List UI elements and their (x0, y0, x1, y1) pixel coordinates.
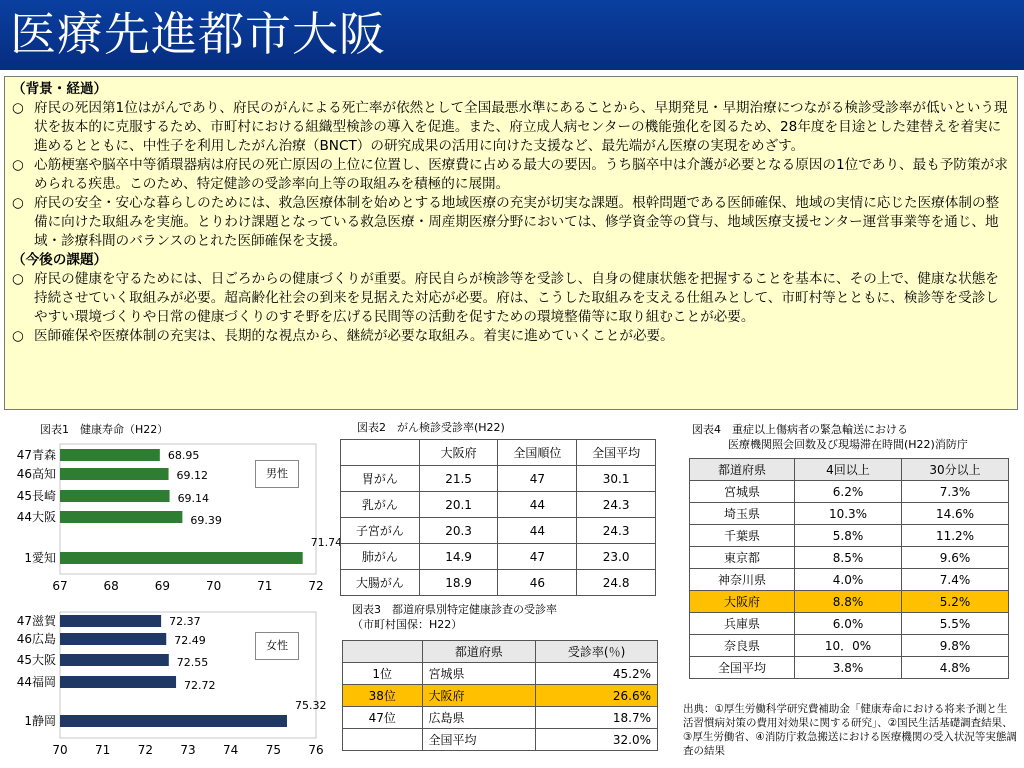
table-cell: 5.2% (902, 591, 1009, 613)
x-tick-label: 76 (308, 743, 324, 757)
data-label: 72.49 (174, 634, 206, 647)
emergency-transport-table (689, 458, 1009, 679)
table-cell: 24.8 (577, 570, 656, 596)
category-label: 47青森 (16, 448, 56, 462)
bar (60, 511, 182, 523)
table-cell: 32.0% (536, 729, 658, 751)
future-paragraph-2: ○ 医師確保や医療体制の充実は、長期的な視点から、継続が必要な取組み。着実に進めていくことが必要。 (12, 328, 674, 344)
table-cell: 宮城県 (690, 481, 795, 503)
table-cell: 肺がん (341, 544, 420, 570)
data-label: 71.74 (310, 536, 343, 549)
table-cell: 20.1 (419, 492, 498, 518)
table-cell: 全国平均 (690, 657, 795, 679)
x-tick-label: 71 (95, 743, 111, 757)
table-cell: 26.6% (536, 685, 658, 707)
future-issues-heading: （今後の課題） (12, 252, 108, 268)
category-label: 46高知 (16, 467, 56, 481)
bar (60, 715, 287, 727)
table-cell: 10．0% (795, 635, 902, 657)
category-label: 46広島 (16, 632, 56, 646)
bar (60, 633, 166, 645)
chart1-title: 図表1 健康寿命（H22） (40, 423, 169, 436)
bar (60, 468, 169, 480)
x-tick-label: 68 (103, 579, 119, 593)
data-label: 72.37 (169, 615, 201, 628)
table-header-cell: 全国平均 (577, 440, 656, 466)
x-tick-label: 70 (52, 743, 68, 757)
table-cell: 24.3 (577, 518, 656, 544)
table-cell: 11.2% (902, 525, 1009, 547)
table-header-row (690, 459, 1009, 481)
data-label: 75.32 (294, 699, 327, 712)
table-cell: 大阪府 (422, 685, 536, 707)
x-tick-label: 71 (257, 579, 273, 593)
table-cell: 1位 (343, 663, 423, 685)
table-row (343, 663, 658, 685)
table-row (341, 466, 656, 492)
table-header-cell: 全国順位 (498, 440, 577, 466)
table-cell: 47 (498, 544, 577, 570)
table-header-cell: 大阪府 (419, 440, 498, 466)
table-row (690, 613, 1009, 635)
x-tick-label: 75 (265, 743, 281, 757)
table-cell: 9.6% (902, 547, 1009, 569)
table-cell: 14.6% (902, 503, 1009, 525)
bar (60, 654, 169, 666)
table-row (341, 570, 656, 596)
table-cell: 胃がん (341, 466, 420, 492)
legend-male: 男性 (255, 460, 299, 488)
table-cell: 9.8% (902, 635, 1009, 657)
table-row (690, 591, 1009, 613)
cancer-screening-table (340, 439, 656, 596)
table-cell: 44 (498, 518, 577, 544)
chart-female-healthy-life (4, 606, 330, 762)
table-cell (343, 729, 423, 751)
table-cell: 47 (498, 466, 577, 492)
bar (60, 615, 161, 627)
table-row (690, 657, 1009, 679)
background-text (12, 80, 1012, 346)
table-cell: 20.3 (419, 518, 498, 544)
bullet-mark: ○ (12, 100, 24, 116)
table-cell: 8.5% (795, 547, 902, 569)
table-cell: 23.0 (577, 544, 656, 570)
category-label: 44福岡 (16, 675, 56, 689)
table-cell: 広島県 (422, 707, 536, 729)
table-cell: 乳がん (341, 492, 420, 518)
table-row (690, 503, 1009, 525)
table-header-row (341, 440, 656, 466)
table-cell: 兵庫県 (690, 613, 795, 635)
table-cell: 14.9 (419, 544, 498, 570)
data-label: 72.55 (176, 656, 209, 669)
table-cell: 神奈川県 (690, 569, 795, 591)
table-cell: 21.5 (419, 466, 498, 492)
table-cell: 45.2% (536, 663, 658, 685)
table2-caption: 図表2 がん検診受診率(H22) (357, 421, 505, 434)
data-label: 68.95 (167, 449, 200, 462)
table-header-cell: 30分以上 (902, 459, 1009, 481)
table-cell: 46 (498, 570, 577, 596)
table4-caption-line2: 医療機関照会回数及び現場滞在時間(H22)消防庁 (728, 438, 968, 451)
table-header-cell: 受診率(％) (536, 641, 658, 663)
table-header-cell: 4回以上 (795, 459, 902, 481)
table-cell: 8.8% (795, 591, 902, 613)
bar (60, 676, 176, 688)
bullet-mark: ○ (12, 271, 24, 287)
table-header-row (343, 641, 658, 663)
future-paragraph-1: ○ 府民の健康を守るためには、日ごろからの健康づくりが重要。府民自らが検診等を受診し、自身の健康状態を把握することを基本に、その上で、健康な状態を持続させていく取組みが必要。超高齢化社会の到来を見据えた対応が必要。府は、こうした取組みを支える仕組みとして、市町村等とともに、検診等を受診しやすい環境づくりや日常の健康づくりのすそ野を広げる民間等の活動を促すための環境整備等に取り組むことが必要。 (12, 271, 999, 325)
category-label: 1静岡 (24, 714, 56, 728)
table-cell: 5.5% (902, 613, 1009, 635)
table-cell: 千葉県 (690, 525, 795, 547)
table-cell: 大阪府 (690, 591, 795, 613)
category-label: 47滋賀 (16, 614, 56, 628)
table-row (343, 685, 658, 707)
table-cell: 奈良県 (690, 635, 795, 657)
table-cell: 東京都 (690, 547, 795, 569)
header-bar (0, 0, 1024, 70)
table3-caption-line1: 図表3 都道府県別特定健康診査の受診率 (352, 603, 557, 616)
background-paragraph-3: ○ 府民の安全・安心な暮らしのためには、救急医療体制を始めとする地域医療の充実が切実な課題。根幹問題である医師確保、地域の実情に応じた医療体制の整備に向けた取組みを実施。とりわけ課題となっている救急医療・周産期医療分野においては、修学資金等の貸与、地域医療支援センター運営事業等を通じ、地域・診療科間のバランスのとれた医師確保を支援。 (12, 195, 1000, 249)
legend-female: 女性 (255, 632, 299, 660)
data-label: 72.72 (184, 679, 216, 692)
table-cell: 3.8% (795, 657, 902, 679)
data-label: 69.14 (177, 492, 210, 505)
table-header-cell (343, 641, 423, 663)
table-cell: 宮城県 (422, 663, 536, 685)
table-row (690, 569, 1009, 591)
table-cell: 全国平均 (422, 729, 536, 751)
table-header-cell (341, 440, 420, 466)
x-tick-label: 74 (223, 743, 239, 757)
x-tick-label: 73 (180, 743, 196, 757)
background-paragraph-1: ○ 府民の死因第1位はがんであり、府民のがんによる死亡率が依然として全国最悪水準にあることから、早期発見・早期治療につながる検診受診率が低いという現状を抜本的に克服するため、市町村における組織型検診の導入を促進。また、府立成人病センターの機能強化を図るため、28年度を目途とした建替えを着実に進めるとともに、中性子を利用したがん治療（BNCT）の研究成果の活用に向けた支援など、最先端がん医療の実現をめざす。 (12, 100, 1008, 154)
table-cell: 24.3 (577, 492, 656, 518)
table-cell: 7.3% (902, 481, 1009, 503)
x-tick-label: 70 (205, 579, 222, 593)
bullet-mark: ○ (12, 157, 24, 173)
background-paragraph-2: ○ 心筋梗塞や脳卒中等循環器病は府民の死亡原因の上位に位置し、医療費に占める最大の要因。うち脳卒中は介護が必要となる原因の1位であり、最も予防策が求められる疾患。このため、特定健診の受診率向上等の取組みを積極的に展開。 (12, 157, 1008, 192)
table-row (690, 547, 1009, 569)
category-label: 44大阪 (16, 510, 56, 524)
x-tick-label: 67 (52, 579, 68, 593)
table-header-cell: 都道府県 (690, 459, 795, 481)
table-cell: 44 (498, 492, 577, 518)
table-cell: 子宮がん (341, 518, 420, 544)
table-cell: 38位 (343, 685, 423, 707)
table-cell: 30.1 (577, 466, 656, 492)
bullet-mark: ○ (12, 328, 24, 344)
category-label: 45長崎 (16, 489, 56, 503)
x-tick-label: 72 (308, 579, 324, 593)
table-cell: 6.2% (795, 481, 902, 503)
bullet-mark: ○ (12, 195, 24, 211)
table-cell: 5.8% (795, 525, 902, 547)
table-row (341, 492, 656, 518)
table-row (341, 518, 656, 544)
table3-caption-line2: （市町村国保：H22） (352, 618, 463, 631)
category-label: 1愛知 (24, 551, 56, 565)
table-cell: 47位 (343, 707, 423, 729)
table-cell: 7.4% (902, 569, 1009, 591)
table-row (690, 525, 1009, 547)
table-row (690, 635, 1009, 657)
table-row (341, 544, 656, 570)
x-tick-label: 69 (154, 579, 171, 593)
bar (60, 449, 160, 461)
data-label: 69.12 (176, 469, 209, 482)
table-header-cell: 都道府県 (422, 641, 536, 663)
category-label: 45大阪 (16, 653, 56, 667)
health-checkup-table (342, 640, 658, 751)
table-cell: 18.9 (419, 570, 498, 596)
data-label: 69.39 (190, 514, 222, 527)
table-cell: 埼玉県 (690, 503, 795, 525)
table-cell: 4.0% (795, 569, 902, 591)
table4-caption-line1: 図表4 重症以上傷病者の緊急輸送における (692, 423, 908, 436)
background-heading: （背景・経過） (12, 81, 108, 97)
table-cell: 18.7% (536, 707, 658, 729)
bar (60, 552, 303, 564)
table-cell: 4.8% (902, 657, 1009, 679)
table-cell: 10.3% (795, 503, 902, 525)
table-row (343, 729, 658, 751)
table-cell: 6.0% (795, 613, 902, 635)
table-row (690, 481, 1009, 503)
x-tick-label: 72 (137, 743, 153, 757)
table-cell: 大腸がん (341, 570, 420, 596)
bar (60, 490, 170, 502)
table-row (343, 707, 658, 729)
page-title: 医療先進都市大阪 (10, 7, 386, 61)
source-note: 出典：①厚生労働科学研究費補助金「健康寿命における将来予測と生活習慣病対策の費用対効果に関する研究」、②国民生活基礎調査結果、③厚生労働省、④消防庁救急搬送における医療機関の受入状況等実態調査の結果 (683, 703, 1017, 757)
